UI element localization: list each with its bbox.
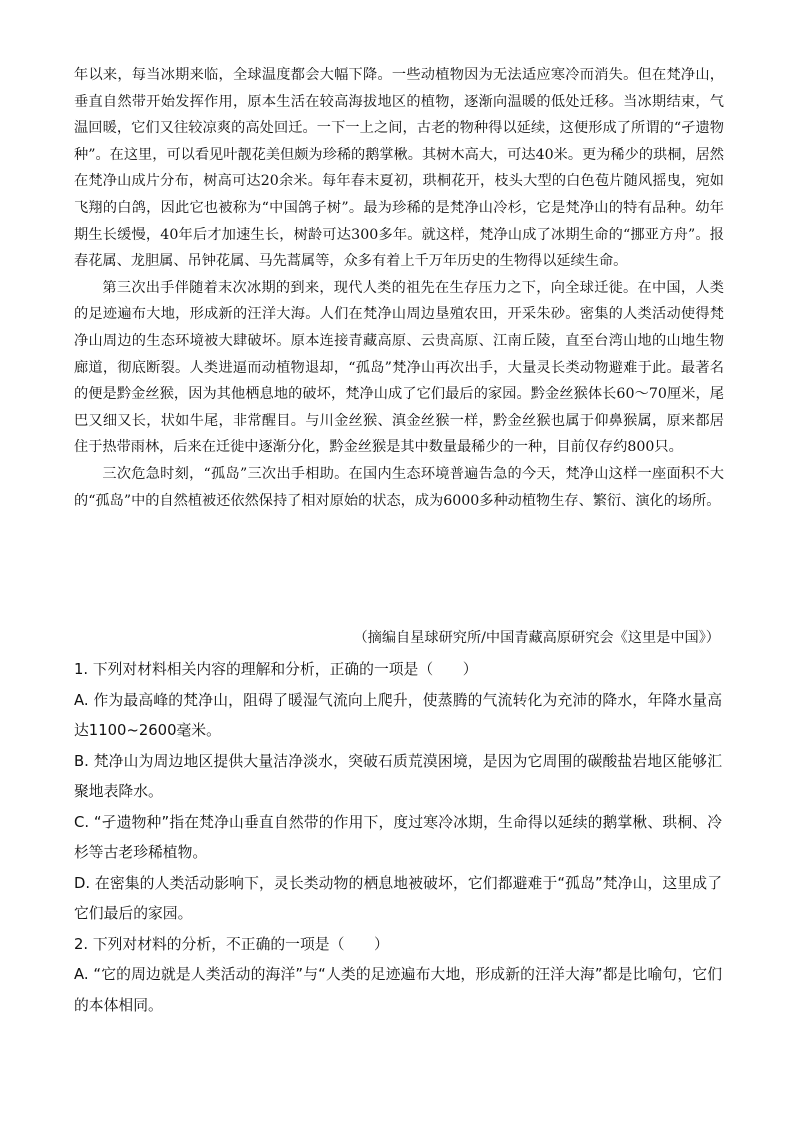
question-1 [74,655,722,930]
question-option-c: C. “孑遗物种”指在梵净山垂直自然带的作用下，度过寒冷冰期，生命得以延续的鹅掌楸、珙桐、冷杉等古老珍稀植物。 [74,813,722,861]
question-stem: 2. 下列对材料的分析，不正确的一项是（ ） [74,935,389,953]
question-2 [74,930,722,1022]
question-option-a: A. 作为最高峰的梵净山，阻碍了暖湿气流向上爬升，使蒸腾的气流转化为充沛的降水，年降水量高达1100~2600毫米。 [74,691,722,739]
question-option-b: B. 梵净山为周边地区提供大量洁净淡水，突破石质荒漠困境，是因为它周围的碳酸盐岩地区能够汇聚地表降水。 [74,752,722,800]
question-option-a: A. “它的周边就是人类活动的海洋”与“人类的足迹遍布大地，形成新的汪洋大海”都是比喻句，它们的本体相同。 [74,966,722,1014]
question-option-d: D. 在密集的人类活动影响下，灵长类动物的栖息地被破坏，它们都避难于“孤岛”梵净山，这里成了它们最后的家园。 [74,874,722,922]
passage-paragraph-1: 年以来，每当冰期来临，全球温度都会大幅下降。一些动植物因为无法适应寒冷而消失。但在梵净山，垂直自然带开始发挥作用，原本生活在较高海拔地区的植物，逐渐向温暖的低处迁移。当冰期结束，气温回暖，它们又往较凉爽的高处回迁。一下一上之间，古老的物种得以延续，这便形成了所谓的“孑遗物种”。在这里，可以看见叶靓花美但颇为珍稀的鹅掌楸。其树木高大，可达40米。更为稀少的珙桐，居然在梵净山成片分布，树高可达20余米。每年春末夏初，珙桐花开，枝头大型的白色苞片随风摇曳，宛如飞翔的白鸽，因此它也被称为“中国鸽子树”。最为珍稀的是梵净山冷杉，它是梵净山的特有品种。幼年期生长缓慢，40年后才加速生长，树龄可达300多年。就这样，梵净山成了冰期生命的“挪亚方舟”。报春花属、龙胆属、吊钟花属、马先蒿属等，众多有着上千万年历史的生物得以延续生命。 [74,67,724,270]
passage-paragraph-3: 三次危急时刻，“孤岛”三次出手相助。在国内生态环境普遍告急的今天，梵净山这样一座面积不大的“孤岛”中的自然植被还依然保持了相对原始的状态，成为6000多种动植物生存、繁衍、演化的场所。 [74,465,724,509]
question-stem: 1. 下列对材料相关内容的理解和分析，正确的一项是（ ） [74,661,478,678]
question-list [74,655,722,1021]
source-citation: （摘编自星球研究所/中国青藏高原研究会《这里是中国》） [353,630,720,646]
passage-paragraph-2: 第三次出手伴随着末次冰期的到来，现代人类的祖先在生存压力之下，向全球迁徙。在中国，人类的足迹遍布大地，形成新的汪洋大海。人们在梵净山周边垦殖农田，开采朱砂。密集的人类活动使得梵净山周边的生态环境被大肆破坏。原本连接青藏高原、云贵高原、江南丘陵，直至台湾山地的山地生物廊道，彻底断裂。人类进逼而动植物退却，“孤岛”梵净山再次出手，大量灵长类动物避难于此。最著名的便是黔金丝猴，因为其他栖息地的破坏，梵净山成了它们最后的家园。黔金丝猴体长60～70厘米，尾巴又细又长，状如牛尾，非常醒目。与川金丝猴、滇金丝猴一样，黔金丝猴也属于仰鼻猴属，原来都居住于热带雨林，后来在迁徙中逐渐分化，黔金丝猴是其中数量最稀少的一种，目前仅存约800只。 [74,279,724,456]
reading-passage [74,62,724,514]
